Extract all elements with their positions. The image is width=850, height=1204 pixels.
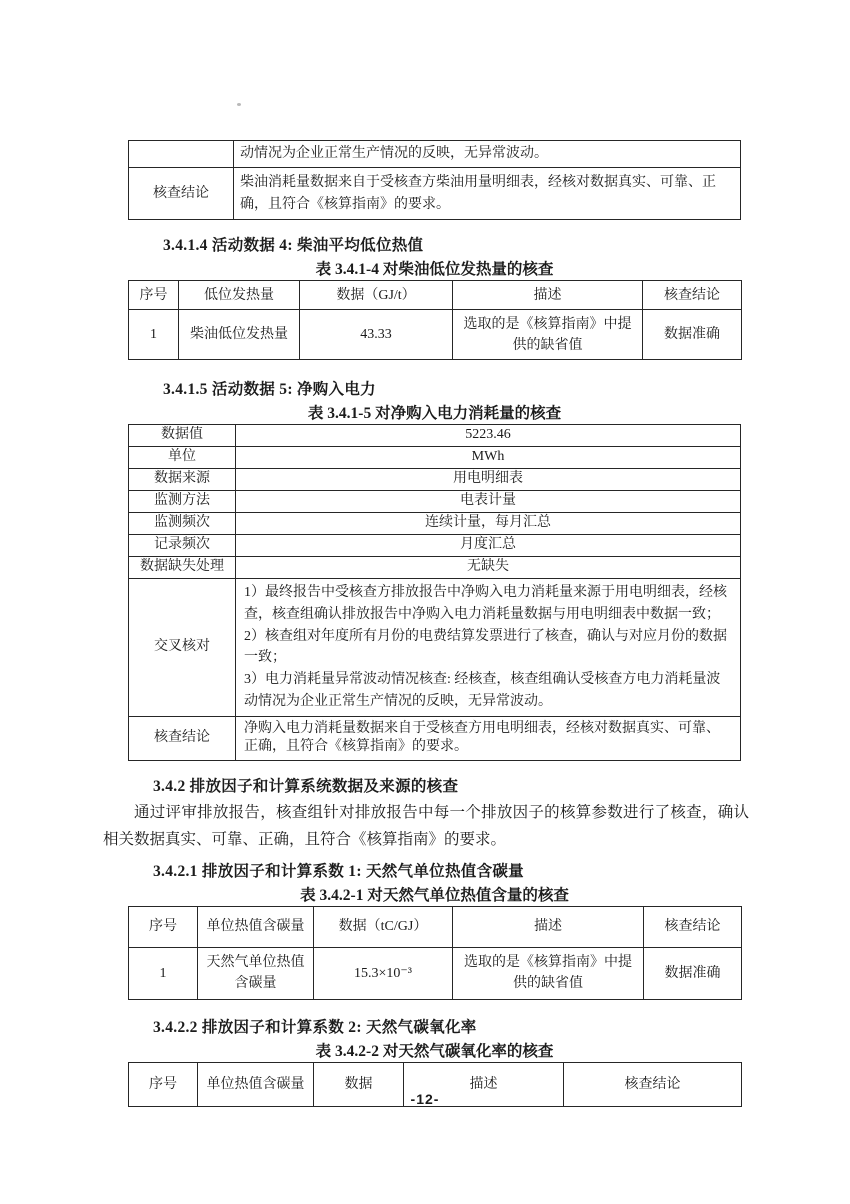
table-row bbox=[129, 310, 742, 360]
table-row bbox=[129, 168, 741, 220]
page-content bbox=[103, 140, 749, 1107]
table-header-row bbox=[129, 906, 742, 947]
cross-check-content bbox=[236, 579, 741, 716]
table-row bbox=[129, 947, 742, 999]
col-header-data: 数据 bbox=[314, 1062, 404, 1106]
table-row bbox=[129, 579, 741, 716]
kv-value: MWh bbox=[236, 447, 741, 469]
heading-3-4-2-2: 3.4.2.2 排放因子和计算系数 2: 天然气碳氧化率 bbox=[153, 1018, 477, 1036]
kv-label: 单位 bbox=[129, 447, 236, 469]
kv-value: 5223.46 bbox=[236, 425, 741, 447]
kv-label: 监测方法 bbox=[129, 491, 236, 513]
kv-value: 电表计量 bbox=[236, 491, 741, 513]
kv-label: 数据缺失处理 bbox=[129, 557, 236, 579]
cross-check-item: 2）核查组对年度所有月份的电费结算发票进行了核查，确认与对应月份的数据一致； bbox=[244, 628, 727, 666]
kv-label: 监测频次 bbox=[129, 513, 236, 535]
table-caption-3-4-2-2: 表 3.4.2-2 对天然气碳氧化率的核查 bbox=[315, 1042, 554, 1060]
heading-3-4-2: 3.4.2 排放因子和计算系统数据及来源的核查 bbox=[153, 778, 459, 796]
table-row bbox=[129, 491, 741, 513]
heading-3-4-1-5: 3.4.1.5 活动数据 5: 净购入电力 bbox=[163, 381, 376, 399]
conclusion-text-cell: 净购入电力消耗量数据来自于受核查方用电明细表，经核对数据真实、可靠、正确，且符合《核算指南》的要求。 bbox=[236, 716, 741, 761]
table-caption-3-4-1-4: 表 3.4.1-4 对柴油低位发热量的核查 bbox=[315, 261, 554, 279]
cell-conclusion: 数据准确 bbox=[644, 947, 742, 999]
col-header-data: 数据（tC/GJ） bbox=[314, 906, 453, 947]
heading-3-4-1-4: 3.4.1.4 活动数据 4: 柴油平均低位热值 bbox=[163, 237, 424, 255]
scan-speck bbox=[237, 103, 241, 106]
cell-description: 选取的是《核算指南》中提供的缺省值 bbox=[453, 310, 643, 360]
body-paragraph: 通过评审排放报告，核查组针对排放报告中每一个排放因子的核算参数进行了核查，确认相关数据真实、可靠、正确，且符合《核算指南》的要求。 bbox=[103, 804, 749, 848]
col-header-description: 描述 bbox=[404, 1062, 564, 1106]
col-header-conclusion: 核查结论 bbox=[564, 1062, 742, 1106]
kv-value: 月度汇总 bbox=[236, 535, 741, 557]
col-header-index: 序号 bbox=[129, 281, 179, 310]
kv-label: 数据来源 bbox=[129, 469, 236, 491]
kv-value: 用电明细表 bbox=[236, 469, 741, 491]
kv-value: 无缺失 bbox=[236, 557, 741, 579]
table-row bbox=[129, 513, 741, 535]
cell-data: 43.33 bbox=[300, 310, 453, 360]
table-row bbox=[129, 469, 741, 491]
col-header-conclusion: 核查结论 bbox=[643, 281, 742, 310]
table-row bbox=[129, 557, 741, 579]
col-header-description: 描述 bbox=[453, 281, 643, 310]
kv-label: 数据值 bbox=[129, 425, 236, 447]
table-caption-3-4-2-1: 表 3.4.2-1 对天然气单位热值含量的核查 bbox=[300, 886, 569, 904]
ng-carbon-content-table bbox=[128, 906, 742, 1000]
cell-data: 15.3×10⁻³ bbox=[314, 947, 453, 999]
table-row bbox=[129, 716, 741, 761]
col-header-parameter: 单位热值含碳量 bbox=[198, 1062, 314, 1106]
table-row bbox=[129, 141, 741, 168]
table-row bbox=[129, 535, 741, 557]
cell-parameter: 天然气单位热值含碳量 bbox=[198, 947, 314, 999]
conclusion-label-cell: 核查结论 bbox=[129, 168, 234, 220]
diesel-ncv-table bbox=[128, 280, 742, 360]
col-header-conclusion: 核查结论 bbox=[644, 906, 742, 947]
col-header-description: 描述 bbox=[453, 906, 644, 947]
table-header-row bbox=[129, 281, 742, 310]
col-header-parameter: 单位热值含碳量 bbox=[198, 906, 314, 947]
col-header-index: 序号 bbox=[129, 906, 198, 947]
conclusion-label-cell: 核查结论 bbox=[129, 716, 236, 761]
cross-check-item: 1）最终报告中受核查方排放报告中净购入电力消耗量来源于用电明细表，经核查，核查组确认排放报告中净购入电力消耗量数据与用电明细表中数据一致； bbox=[244, 585, 727, 623]
table-row bbox=[129, 425, 741, 447]
conclusion-text-cell: 柴油消耗量数据来自于受核查方柴油用量明细表，经核对数据真实、可靠、正确，且符合《核算指南》的要求。 bbox=[234, 168, 741, 220]
cell-parameter: 柴油低位发热量 bbox=[179, 310, 300, 360]
heading-3-4-2-1: 3.4.2.1 排放因子和计算系数 1: 天然气单位热值含碳量 bbox=[153, 862, 524, 880]
table-caption-3-4-1-5: 表 3.4.1-5 对净购入电力消耗量的核查 bbox=[307, 405, 562, 423]
kv-label: 记录频次 bbox=[129, 535, 236, 557]
cell-description: 选取的是《核算指南》中提供的缺省值 bbox=[453, 947, 644, 999]
diesel-consumption-table-continued bbox=[128, 140, 741, 220]
table-row bbox=[129, 447, 741, 469]
cell-index: 1 bbox=[129, 310, 179, 360]
col-header-index: 序号 bbox=[129, 1062, 198, 1106]
empty-label-cell bbox=[129, 141, 234, 168]
cell-index: 1 bbox=[129, 947, 198, 999]
electricity-verification-table bbox=[128, 424, 741, 761]
continuation-text-cell: 动情况为企业正常生产情况的反映，无异常波动。 bbox=[234, 141, 741, 168]
cross-check-label: 交叉核对 bbox=[129, 579, 236, 716]
col-header-parameter: 低位发热量 bbox=[179, 281, 300, 310]
kv-value: 连续计量，每月汇总 bbox=[236, 513, 741, 535]
page-number: -12- bbox=[410, 1091, 440, 1107]
col-header-data: 数据（GJ/t） bbox=[300, 281, 453, 310]
cell-conclusion: 数据准确 bbox=[643, 310, 742, 360]
cross-check-item: 3）电力消耗量异常波动情况核查: 经核查，核查组确认受核查方电力消耗量波动情况为企业正常生产情况的反映，无异常波动。 bbox=[244, 672, 721, 709]
